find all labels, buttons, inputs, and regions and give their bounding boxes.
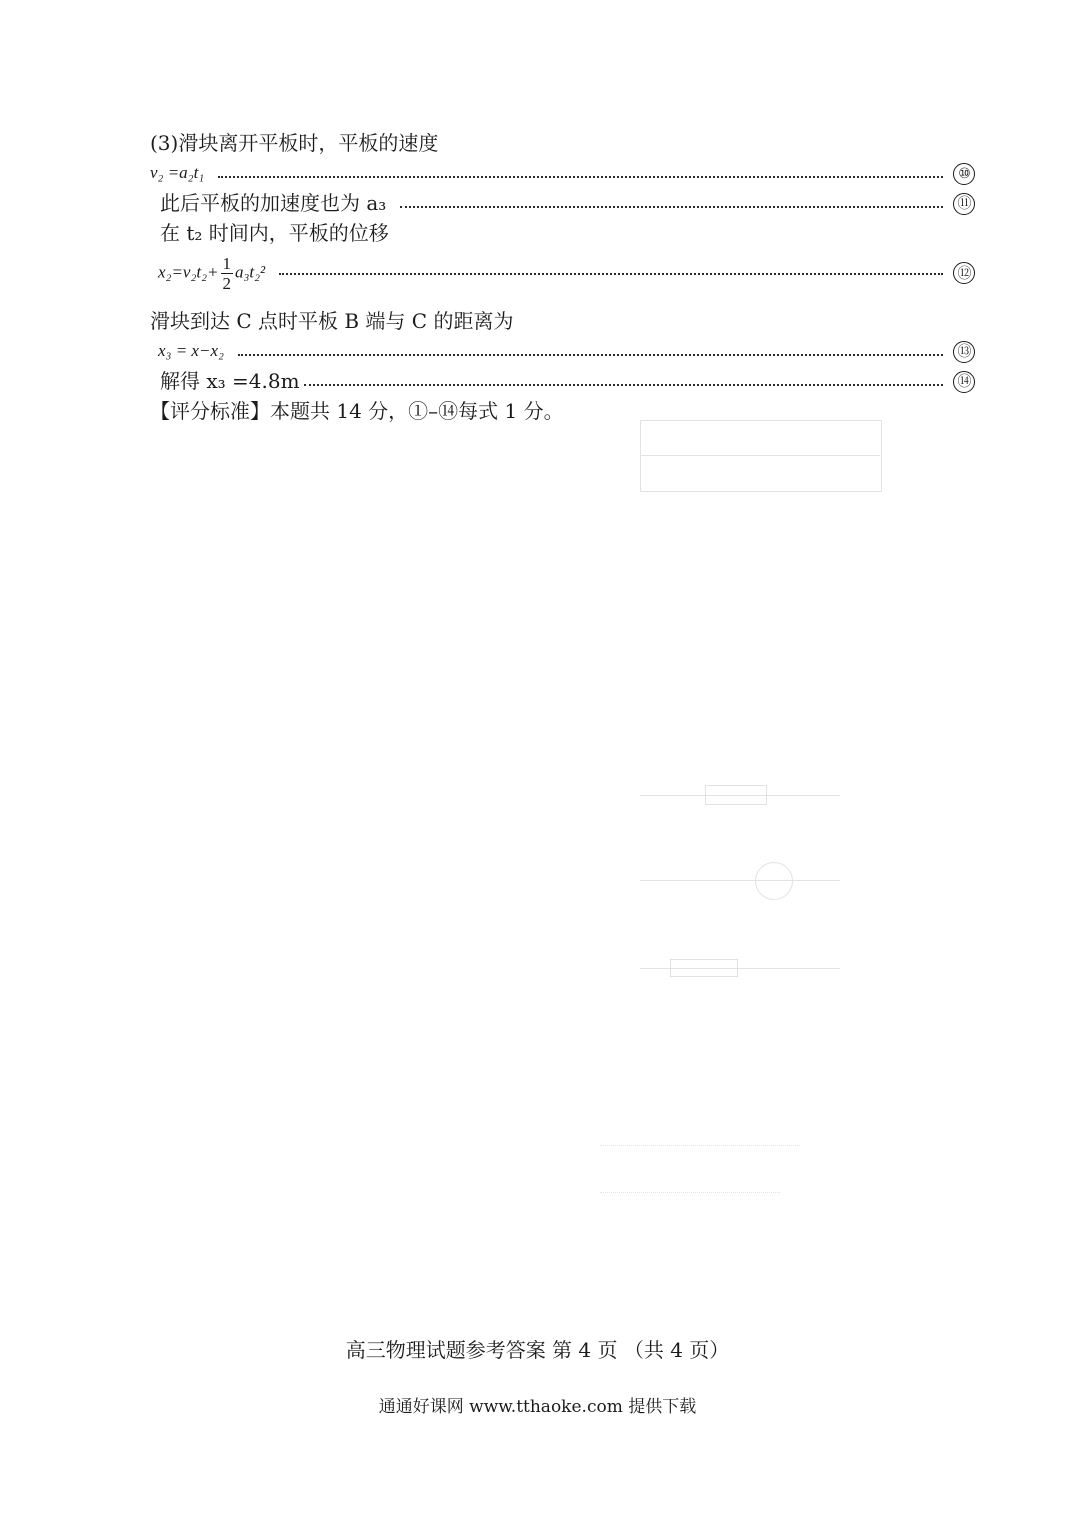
page-footer-source: 通通好课网 www.tthaoke.com 提供下载 [378,1397,697,1417]
scoring-standard-text: 【评分标准】本题共 14 分，①–⑭每式 1 分。 [150,399,564,423]
equation-marker-11: ⑪ [953,193,975,215]
equation-marker-13: ⑬ [953,341,975,363]
fraction-one-half [221,254,234,293]
distance-line [150,306,975,336]
equation-row-14 [150,366,975,396]
page-footer-title: 高三物理试题参考答案 第 4 页 （共 4 页） [345,1338,730,1362]
equation-12-formula [158,254,265,293]
bleed-through-resistor [705,785,767,805]
part3-intro-text: (3)滑块离开平板时，平板的速度 [150,131,439,155]
leader-dots [238,353,943,356]
equation-marker-14: ⑭ [953,371,975,393]
solution-part-3 [150,128,975,426]
t2-displacement-text: 在 t₂ 时间内，平板的位移 [160,221,389,245]
leader-dots [400,205,943,208]
equation-13-formula: x₃ = x−x₂ [158,341,224,360]
leader-dots [279,272,943,275]
equation-11-text: 此后平板的加速度也为 a₃ [160,191,387,215]
bleed-through-resistor [670,959,738,977]
equation-marker-12: ⑫ [953,262,975,284]
equation-row-12 [150,248,975,298]
t2-displacement-line [150,218,975,248]
bleed-through-divider [640,455,880,456]
bleed-through-dots [600,1145,800,1146]
scoring-standard [150,396,975,426]
distance-text: 滑块到达 C 点时平板 B 端与 C 的距离为 [150,309,514,333]
fraction-denominator: 2 [222,273,231,293]
bleed-through-wire [640,880,840,881]
fraction-numerator: 1 [222,253,231,273]
equation-row-11 [150,188,975,218]
equation-14-text: 解得 x₃ =4.8m [160,369,300,393]
equation-12-left: x₂=v₂t₂+ [158,261,219,281]
bleed-through-dots [600,1192,780,1193]
part3-intro [150,128,975,158]
equation-10-formula: v₂ =a₂t₁ [150,163,205,182]
bleed-through-table [640,420,882,492]
leader-dots [304,383,943,386]
equation-row-10 [150,158,975,188]
equation-12-right: a₃t₂² [235,261,266,281]
equation-row-13 [150,336,975,366]
leader-dots [218,175,943,178]
bleed-through-voltmeter [755,862,793,900]
equation-marker-10: ⑩ [953,163,975,185]
